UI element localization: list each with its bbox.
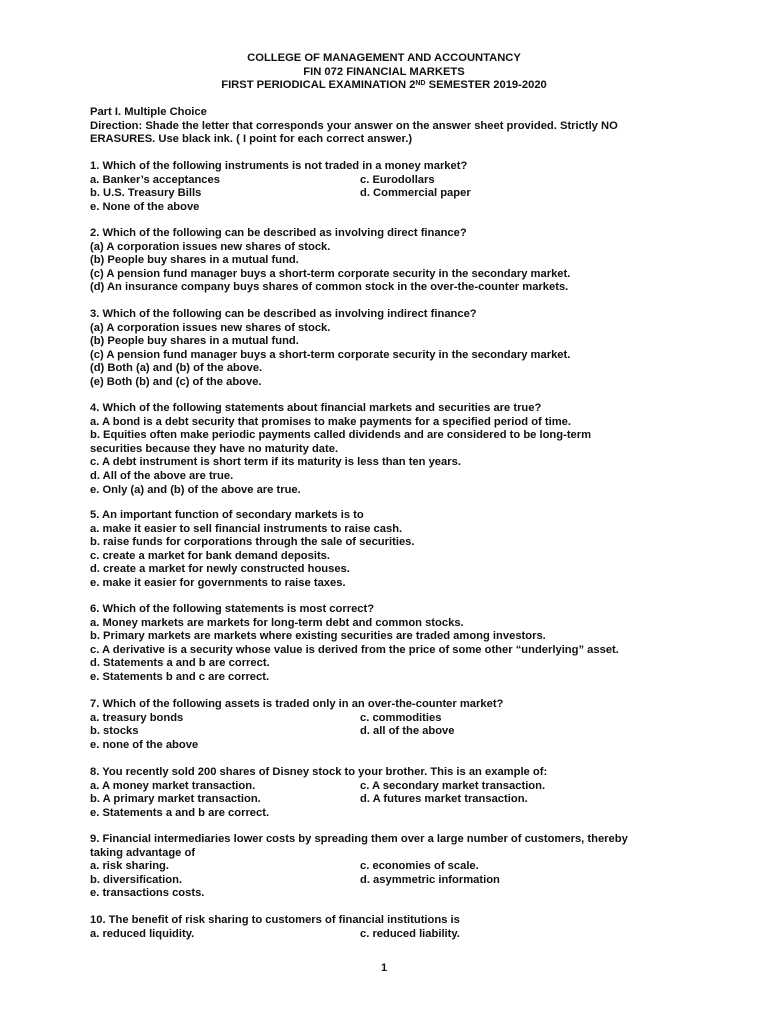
choice-e: e. transactions costs. — [90, 887, 205, 900]
course-title: FIN 072 FINANCIAL MARKETS — [303, 65, 465, 78]
question-text-continued: taking advantage of — [90, 846, 196, 859]
question-text: 6. Which of the following statements is most correct? — [90, 603, 375, 615]
choice-d: d. Commercial paper — [360, 187, 471, 200]
question-10 — [90, 914, 650, 941]
choice-b: (b) People buy shares in a mutual fund. — [90, 335, 299, 348]
choice-d: d. create a market for newly constructed houses. — [90, 563, 350, 576]
choice-c: c. create a market for bank demand deposits. — [90, 549, 330, 562]
question-text: 4. Which of the following statements about financial markets and securities are true? — [90, 402, 542, 414]
choice-e: e. Only (a) and (b) of the above are true. — [90, 483, 301, 496]
choice-d: (d) Both (a) and (b) of the above. — [90, 362, 263, 375]
choice-d: d. Statements a and b are correct. — [90, 657, 270, 670]
choice-b: b. stocks — [90, 725, 139, 738]
choice-c: c. A secondary market transaction. — [360, 779, 546, 792]
choice-d: d. A futures market transaction. — [360, 793, 528, 806]
choice-c: c. A debt instrument is short term if its maturity is less than ten years. — [90, 456, 461, 469]
choice-d: d. asymmetric information — [360, 873, 500, 886]
choice-b: b. Equities often make periodic payments called dividends and are considered to be long-term — [90, 429, 592, 442]
choice-e: e. None of the above — [90, 200, 200, 213]
question-text: 7. Which of the following assets is traded only in an over-the-counter market? — [90, 698, 504, 710]
question-text: 2. Which of the following can be described as involving direct finance? — [90, 227, 467, 239]
choice-c: c. reduced liability. — [360, 927, 460, 940]
question-4 — [90, 402, 650, 497]
direction-line: Direction: Shade the letter that corresponds your answer on the answer sheet provided. Strictly NO — [90, 119, 618, 132]
question-9 — [90, 833, 650, 901]
choice-a: a. Money markets are markets for long-term debt and common stocks. — [90, 616, 464, 629]
page-number: 1 — [380, 962, 388, 974]
choice-c: (c) A pension fund manager buys a short-term corporate security in the secondary market. — [90, 267, 571, 280]
choice-a: (a) A corporation issues new shares of stock. — [90, 321, 331, 334]
choice-c: (c) A pension fund manager buys a short-term corporate security in the secondary market. — [90, 348, 571, 361]
choice-b: b. Primary markets are markets where existing securities are traded among investors. — [90, 630, 546, 643]
choice-a: a. A money market transaction. — [90, 779, 256, 792]
question-text: 3. Which of the following can be described as involving indirect finance? — [90, 308, 477, 320]
choice-d: d. all of the above — [360, 725, 455, 738]
choice-a: a. treasury bonds — [90, 711, 184, 724]
choice-b: (b) People buy shares in a mutual fund. — [90, 254, 299, 267]
choice-c: c. commodities — [360, 711, 442, 724]
choice-e: e. Statements a and b are correct. — [90, 806, 270, 819]
choice-d: (d) An insurance company buys shares of common stock in the over-the-counter markets. — [90, 281, 569, 294]
question-8 — [90, 766, 650, 820]
choice-b: b. A primary market transaction. — [90, 793, 261, 806]
choice-c: c. Eurodollars — [360, 173, 435, 186]
choice-a: a. make it easier to sell financial instruments to raise cash. — [90, 522, 403, 535]
choice-a: a. risk sharing. — [90, 860, 169, 873]
choice-b-continued: securities because they have no maturity date. — [90, 442, 339, 455]
question-text: 9. Financial intermediaries lower costs by spreading them over a large number of customers, thereby — [90, 833, 628, 845]
question-2 — [90, 227, 650, 295]
exam-header — [0, 52, 768, 93]
college-name: COLLEGE OF MANAGEMENT AND ACCOUNTANCY — [247, 52, 521, 64]
choice-c: c. economies of scale. — [360, 860, 479, 873]
question-6 — [90, 603, 650, 685]
choice-b: b. U.S. Treasury Bills — [90, 187, 202, 200]
choice-a: a. A bond is a debt security that promises to make payments for a specified period of time. — [90, 415, 571, 428]
choice-c: c. A derivative is a security whose value is derived from the price of some other “underlying” asset. — [90, 643, 619, 656]
choice-a: a. Banker’s acceptances — [90, 173, 220, 186]
question-text: 5. An important function of secondary markets is to — [90, 509, 364, 521]
question-text: 10. The benefit of risk sharing to customers of financial institutions is — [90, 914, 460, 926]
choice-e: e. make it easier for governments to raise taxes. — [90, 576, 346, 589]
choice-e: (e) Both (b) and (c) of the above. — [90, 375, 262, 388]
part-title: Part I. Multiple Choice — [90, 106, 207, 118]
choice-b: b. raise funds for corporations through the sale of securities. — [90, 536, 415, 549]
direction-line: ERASURES. Use black ink. ( I point for each correct answer.) — [90, 133, 413, 146]
question-5 — [90, 509, 650, 591]
exam-title: FIRST PERIODICAL EXAMINATION 2ND SEMESTER 2019-2020 — [221, 79, 547, 91]
choice-b: b. diversification. — [90, 873, 183, 886]
part-instructions — [90, 106, 650, 147]
question-7 — [90, 698, 650, 752]
question-text: 1. Which of the following instruments is not traded in a money market? — [90, 160, 468, 172]
question-text: 8. You recently sold 200 shares of Disney stock to your brother. This is an example of: — [90, 766, 548, 778]
choice-d: d. All of the above are true. — [90, 469, 234, 482]
choice-a: a. reduced liquidity. — [90, 927, 195, 940]
choice-e: e. Statements b and c are correct. — [90, 670, 270, 683]
question-1 — [90, 160, 650, 214]
choice-a: (a) A corporation issues new shares of stock. — [90, 240, 331, 253]
question-3 — [90, 308, 650, 390]
choice-e: e. none of the above — [90, 738, 199, 751]
